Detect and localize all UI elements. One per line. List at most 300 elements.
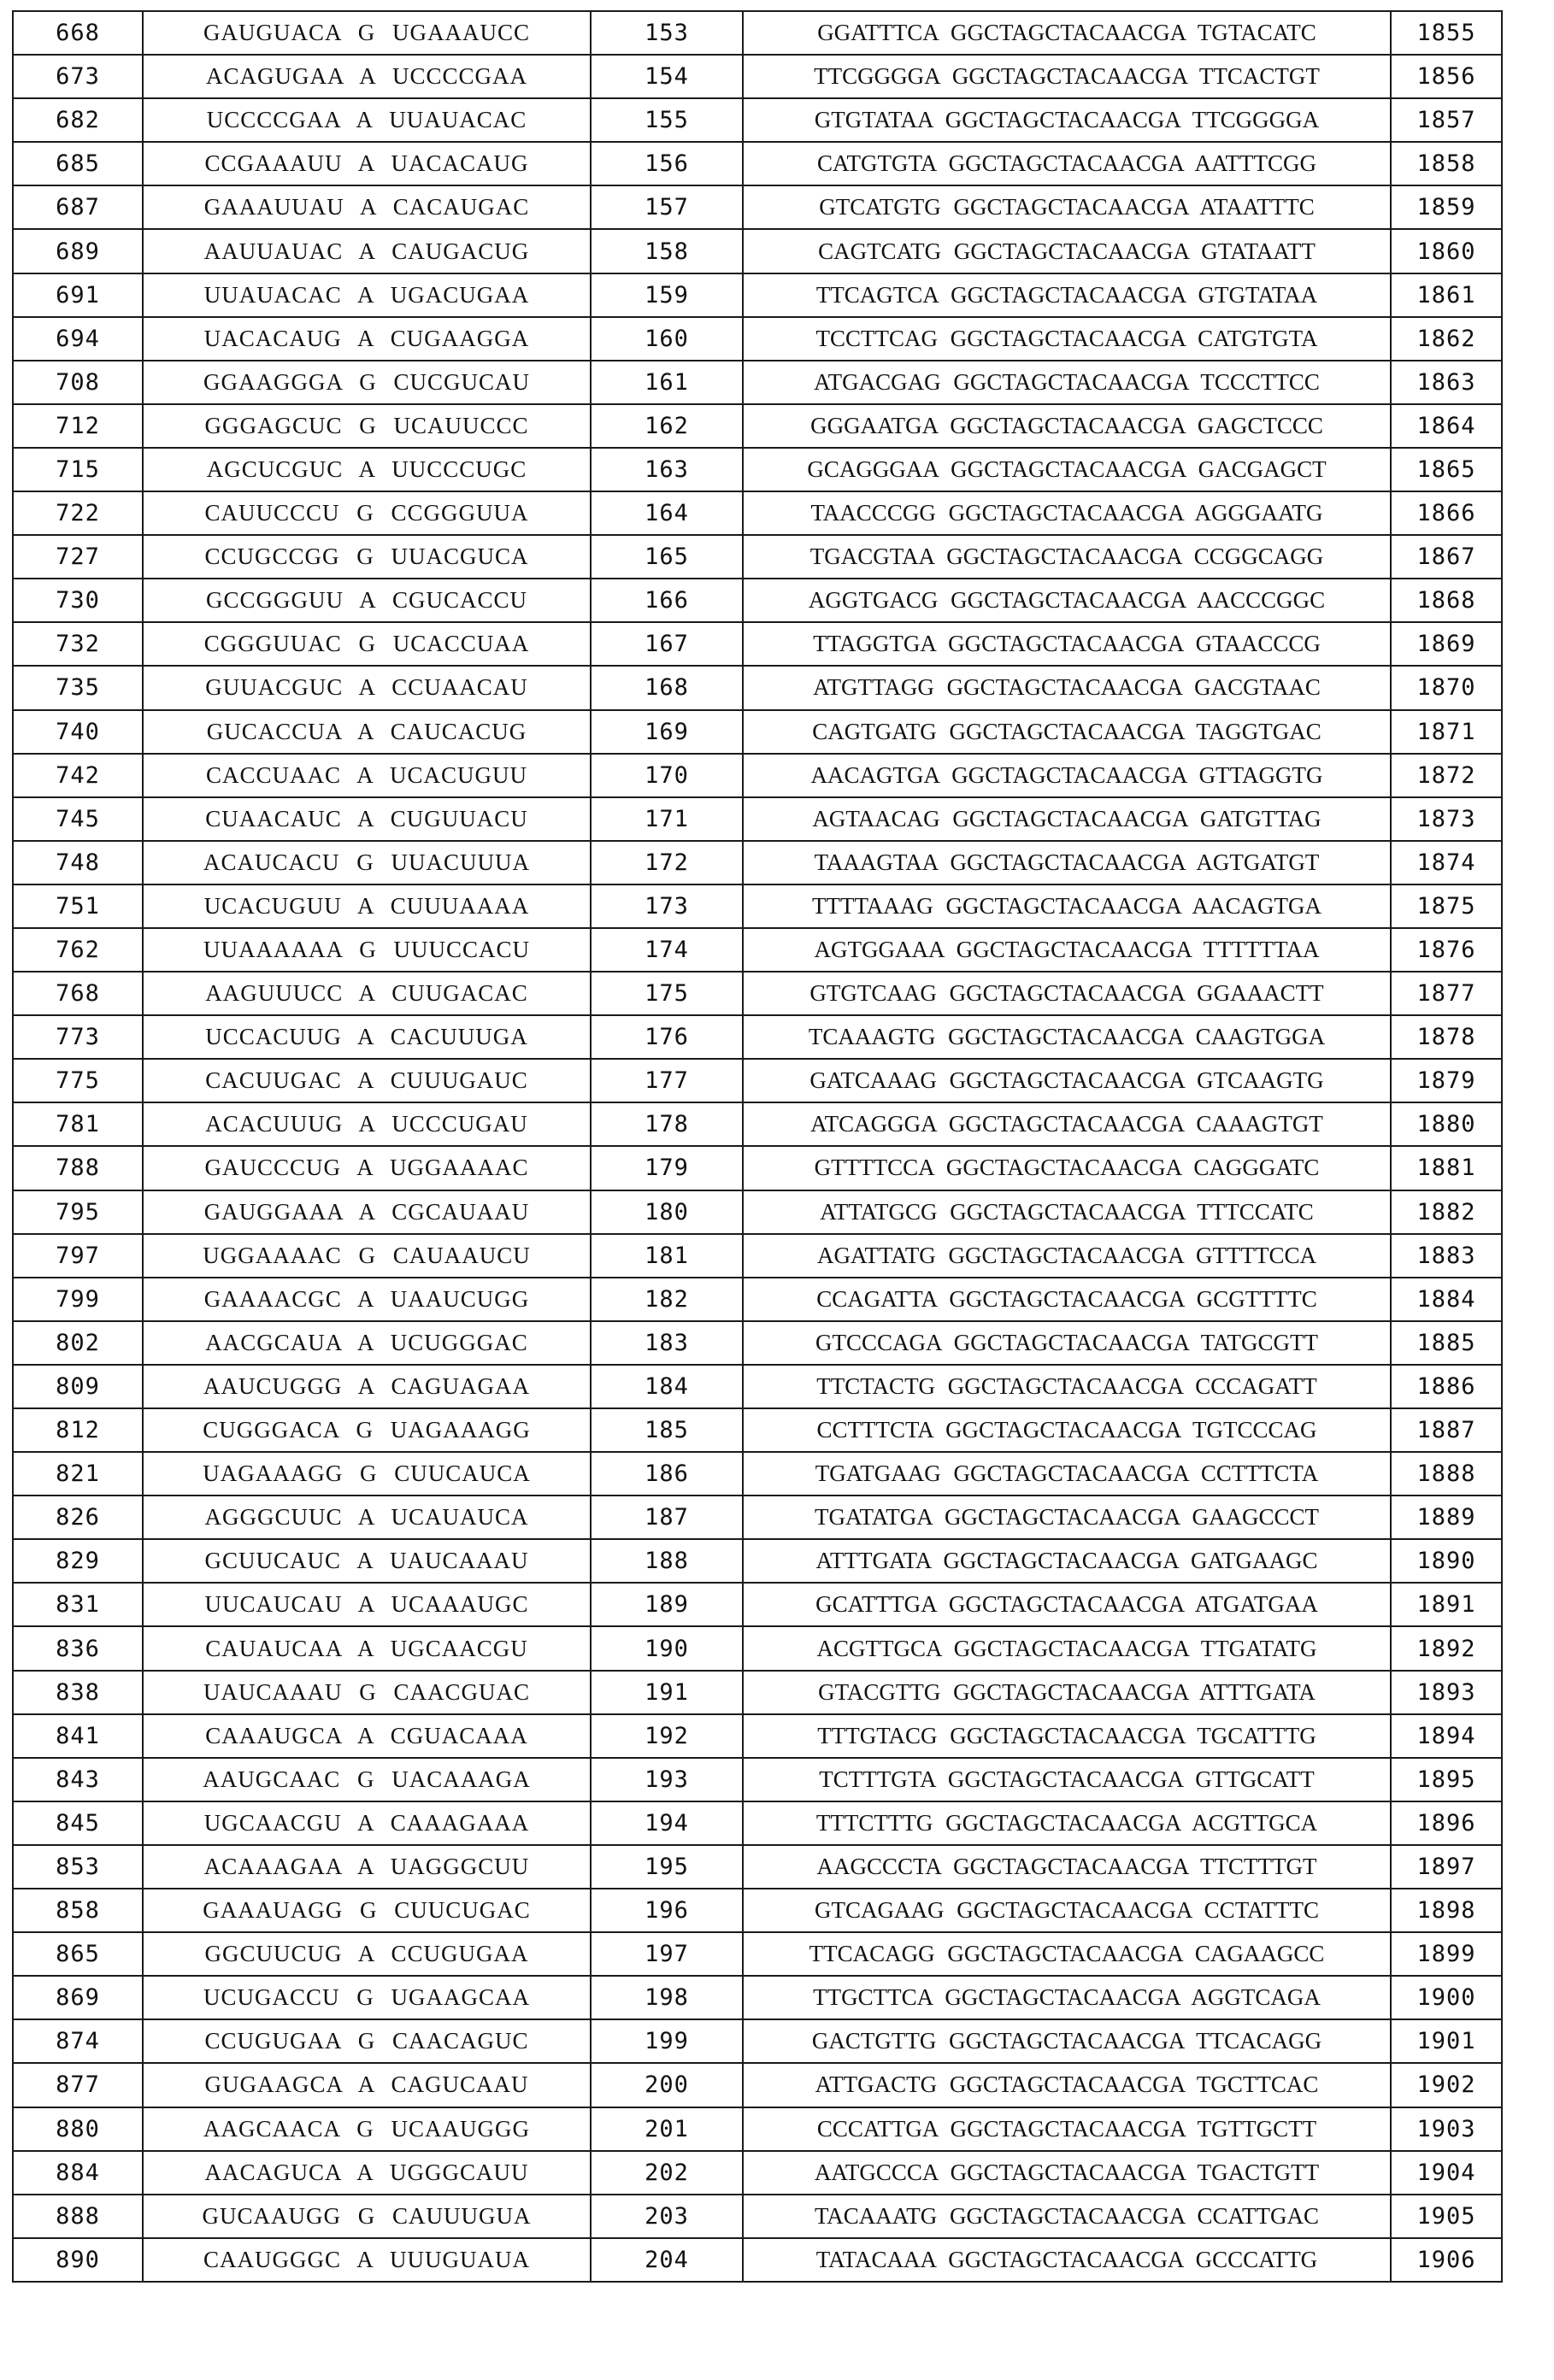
dnazyme-sequence-cell: TTCTACTG GGCTAGCTACAACGA CCCAGATT — [743, 1365, 1391, 1408]
dnazyme-sequence-cell: TCTTTGTA GGCTAGCTACAACGA GTTGCATT — [743, 1758, 1391, 1801]
dnazyme-seq-id-cell: 1901 — [1391, 2019, 1502, 2063]
dnazyme-sequence-cell: ATGACGAG GGCTAGCTACAACGA TCCCTTCC — [743, 361, 1391, 404]
dnazyme-sequence-cell: TTGCTTCA GGCTAGCTACAACGA AGGTCAGA — [743, 1976, 1391, 2019]
dnazyme-seq-id-cell: 1873 — [1391, 797, 1502, 841]
seq-id-cell: 170 — [591, 754, 743, 797]
dnazyme-seq-id-cell: 1856 — [1391, 55, 1502, 98]
site-position-cell: 727 — [13, 535, 143, 579]
dnazyme-seq-id-cell: 1904 — [1391, 2151, 1502, 2195]
target-rna-sequence-cell: UCCACUUG A CACUUUGA — [143, 1015, 591, 1059]
dnazyme-sequence-cell: ATTTGATA GGCTAGCTACAACGA GATGAAGC — [743, 1539, 1391, 1583]
dnazyme-sequence-cell: CCTTTCTA GGCTAGCTACAACGA TGTCCCAG — [743, 1408, 1391, 1452]
dnazyme-sequence-cell: AATGCCCA GGCTAGCTACAACGA TGACTGTT — [743, 2151, 1391, 2195]
dnazyme-seq-id-cell: 1861 — [1391, 273, 1502, 317]
table-row — [13, 2195, 1502, 2238]
target-rna-sequence-cell: GGGAGCUC G UCAUUCCC — [143, 404, 591, 448]
target-rna-sequence-cell: AGGGCUUC A UCAUAUCA — [143, 1496, 591, 1539]
target-rna-sequence-cell: AAUGCAAC G UACAAAGA — [143, 1758, 591, 1801]
table-row — [13, 1321, 1502, 1365]
dnazyme-sequence-cell: GTCAGAAG GGCTAGCTACAACGA CCTATTTC — [743, 1889, 1391, 1932]
site-position-cell: 829 — [13, 1539, 143, 1583]
table-row — [13, 841, 1502, 884]
site-position-cell: 826 — [13, 1496, 143, 1539]
dnazyme-sequence-cell: CCCATTGA GGCTAGCTACAACGA TGTTGCTT — [743, 2107, 1391, 2151]
seq-id-cell: 196 — [591, 1889, 743, 1932]
target-rna-sequence-cell: GGAAGGGA G CUCGUCAU — [143, 361, 591, 404]
dnazyme-seq-id-cell: 1874 — [1391, 841, 1502, 884]
target-rna-sequence-cell: AAGCAACA G UCAAUGGG — [143, 2107, 591, 2151]
table-row — [13, 1408, 1502, 1452]
table-row — [13, 1932, 1502, 1976]
seq-id-cell: 185 — [591, 1408, 743, 1452]
seq-id-cell: 161 — [591, 361, 743, 404]
site-position-cell: 687 — [13, 185, 143, 229]
table-row — [13, 535, 1502, 579]
target-rna-sequence-cell: CACCUAAC A UCACUGUU — [143, 754, 591, 797]
seq-id-cell: 200 — [591, 2063, 743, 2107]
target-rna-sequence-cell: CUAACAUC A CUGUUACU — [143, 797, 591, 841]
seq-id-cell: 160 — [591, 317, 743, 361]
seq-id-cell: 154 — [591, 55, 743, 98]
target-rna-sequence-cell: CACUUGAC A CUUUGAUC — [143, 1059, 591, 1102]
dnazyme-seq-id-cell: 1895 — [1391, 1758, 1502, 1801]
target-rna-sequence-cell: GAUGGAAA A CGCAUAAU — [143, 1190, 591, 1234]
site-position-cell: 888 — [13, 2195, 143, 2238]
seq-id-cell: 190 — [591, 1626, 743, 1670]
seq-id-cell: 155 — [591, 98, 743, 142]
dnazyme-seq-id-cell: 1889 — [1391, 1496, 1502, 1539]
table-row — [13, 229, 1502, 273]
table-row — [13, 884, 1502, 928]
dnazyme-sequence-cell: GTCATGTG GGCTAGCTACAACGA ATAATTTC — [743, 185, 1391, 229]
dnazyme-seq-id-cell: 1864 — [1391, 404, 1502, 448]
target-rna-sequence-cell: CCUGUGAA G CAACAGUC — [143, 2019, 591, 2063]
site-position-cell: 748 — [13, 841, 143, 884]
table-row — [13, 448, 1502, 491]
table-row — [13, 579, 1502, 622]
seq-id-cell: 201 — [591, 2107, 743, 2151]
dnazyme-sequence-cell: ATGTTAGG GGCTAGCTACAACGA GACGTAAC — [743, 666, 1391, 709]
target-rna-sequence-cell: UGCAACGU A CAAAGAAA — [143, 1801, 591, 1845]
dnazyme-seq-id-cell: 1860 — [1391, 229, 1502, 273]
site-position-cell: 843 — [13, 1758, 143, 1801]
table-row — [13, 928, 1502, 972]
site-position-cell: 865 — [13, 1932, 143, 1976]
site-position-cell: 853 — [13, 1845, 143, 1889]
site-position-cell: 802 — [13, 1321, 143, 1365]
target-rna-sequence-cell: CAUAUCAA A UGCAACGU — [143, 1626, 591, 1670]
seq-id-cell: 192 — [591, 1714, 743, 1758]
dnazyme-seq-id-cell: 1894 — [1391, 1714, 1502, 1758]
table-row — [13, 1583, 1502, 1626]
site-position-cell: 788 — [13, 1146, 143, 1190]
dnazyme-seq-id-cell: 1879 — [1391, 1059, 1502, 1102]
table-row — [13, 1278, 1502, 1321]
dnazyme-sequence-cell: TTTTAAAG GGCTAGCTACAACGA AACAGTGA — [743, 884, 1391, 928]
dnazyme-sequence-cell: TTTCTTTG GGCTAGCTACAACGA ACGTTGCA — [743, 1801, 1391, 1845]
seq-id-cell: 189 — [591, 1583, 743, 1626]
dnazyme-sequence-cell: GATCAAAG GGCTAGCTACAACGA GTCAAGTG — [743, 1059, 1391, 1102]
table-row — [13, 2238, 1502, 2282]
target-rna-sequence-cell: GAUCCCUG A UGGAAAAC — [143, 1146, 591, 1190]
site-position-cell: 694 — [13, 317, 143, 361]
seq-id-cell: 181 — [591, 1234, 743, 1278]
table-row — [13, 1190, 1502, 1234]
target-rna-sequence-cell: AACGCAUA A UCUGGGAC — [143, 1321, 591, 1365]
seq-id-cell: 163 — [591, 448, 743, 491]
site-position-cell: 751 — [13, 884, 143, 928]
table-row — [13, 1365, 1502, 1408]
table-row — [13, 1845, 1502, 1889]
table-row — [13, 1452, 1502, 1496]
dnazyme-seq-id-cell: 1897 — [1391, 1845, 1502, 1889]
target-rna-sequence-cell: GAAAUAGG G CUUCUGAC — [143, 1889, 591, 1932]
table-row — [13, 2063, 1502, 2107]
dnazyme-sequence-cell: GGATTTCA GGCTAGCTACAACGA TGTACATC — [743, 11, 1391, 55]
dnazyme-sequence-cell: TTCACAGG GGCTAGCTACAACGA CAGAAGCC — [743, 1932, 1391, 1976]
dnazyme-seq-id-cell: 1890 — [1391, 1539, 1502, 1583]
target-rna-sequence-cell: AAGUUUCC A CUUGACAC — [143, 972, 591, 1015]
seq-id-cell: 173 — [591, 884, 743, 928]
dnazyme-seq-id-cell: 1871 — [1391, 710, 1502, 754]
sequence-table-body — [13, 11, 1502, 2282]
site-position-cell: 884 — [13, 2151, 143, 2195]
table-row — [13, 1496, 1502, 1539]
target-rna-sequence-cell: AACAGUCA A UGGGCAUU — [143, 2151, 591, 2195]
site-position-cell: 877 — [13, 2063, 143, 2107]
dnazyme-sequence-cell: TGATGAAG GGCTAGCTACAACGA CCTTTCTA — [743, 1452, 1391, 1496]
site-position-cell: 773 — [13, 1015, 143, 1059]
seq-id-cell: 176 — [591, 1015, 743, 1059]
dnazyme-seq-id-cell: 1878 — [1391, 1015, 1502, 1059]
dnazyme-seq-id-cell: 1877 — [1391, 972, 1502, 1015]
seq-id-cell: 204 — [591, 2238, 743, 2282]
seq-id-cell: 167 — [591, 622, 743, 666]
table-row — [13, 491, 1502, 535]
table-row — [13, 185, 1502, 229]
dnazyme-sequence-cell: TATACAAA GGCTAGCTACAACGA GCCCATTG — [743, 2238, 1391, 2282]
table-row — [13, 666, 1502, 709]
dnazyme-seq-id-cell: 1880 — [1391, 1102, 1502, 1146]
table-row — [13, 1671, 1502, 1714]
target-rna-sequence-cell: CGGGUUAC G UCACCUAA — [143, 622, 591, 666]
dnazyme-seq-id-cell: 1881 — [1391, 1146, 1502, 1190]
dnazyme-sequence-cell: TGATATGA GGCTAGCTACAACGA GAAGCCCT — [743, 1496, 1391, 1539]
dnazyme-seq-id-cell: 1886 — [1391, 1365, 1502, 1408]
site-position-cell: 768 — [13, 972, 143, 1015]
target-rna-sequence-cell: CAAUGGGC A UUUGUAUA — [143, 2238, 591, 2282]
target-rna-sequence-cell: UAGAAAGG G CUUCAUCA — [143, 1452, 591, 1496]
site-position-cell: 673 — [13, 55, 143, 98]
table-row — [13, 754, 1502, 797]
dnazyme-sequence-cell: TTCGGGGA GGCTAGCTACAACGA TTCACTGT — [743, 55, 1391, 98]
dnazyme-sequence-cell: TAAAGTAA GGCTAGCTACAACGA AGTGATGT — [743, 841, 1391, 884]
site-position-cell: 812 — [13, 1408, 143, 1452]
dnazyme-sequence-cell: TTCAGTCA GGCTAGCTACAACGA GTGTATAA — [743, 273, 1391, 317]
table-row — [13, 2019, 1502, 2063]
site-position-cell: 890 — [13, 2238, 143, 2282]
site-position-cell: 874 — [13, 2019, 143, 2063]
dnazyme-sequence-cell: CAGTCATG GGCTAGCTACAACGA GTATAATT — [743, 229, 1391, 273]
dnazyme-sequence-cell: TCAAAGTG GGCTAGCTACAACGA CAAGTGGA — [743, 1015, 1391, 1059]
dnazyme-seq-id-cell: 1882 — [1391, 1190, 1502, 1234]
seq-id-cell: 157 — [591, 185, 743, 229]
dnazyme-sequence-cell: TTTGTACG GGCTAGCTACAACGA TGCATTTG — [743, 1714, 1391, 1758]
dnazyme-seq-id-cell: 1892 — [1391, 1626, 1502, 1670]
dnazyme-sequence-cell: AGGTGACG GGCTAGCTACAACGA AACCCGGC — [743, 579, 1391, 622]
dnazyme-seq-id-cell: 1866 — [1391, 491, 1502, 535]
site-position-cell: 775 — [13, 1059, 143, 1102]
site-position-cell: 858 — [13, 1889, 143, 1932]
seq-id-cell: 202 — [591, 2151, 743, 2195]
site-position-cell: 880 — [13, 2107, 143, 2151]
site-position-cell: 781 — [13, 1102, 143, 1146]
target-rna-sequence-cell: AAUCUGGG A CAGUAGAA — [143, 1365, 591, 1408]
seq-id-cell: 184 — [591, 1365, 743, 1408]
table-row — [13, 1102, 1502, 1146]
seq-id-cell: 177 — [591, 1059, 743, 1102]
seq-id-cell: 198 — [591, 1976, 743, 2019]
dnazyme-sequence-cell: GCAGGGAA GGCTAGCTACAACGA GACGAGCT — [743, 448, 1391, 491]
target-rna-sequence-cell: ACACUUUG A UCCCUGAU — [143, 1102, 591, 1146]
target-rna-sequence-cell: AAUUAUAC A CAUGACUG — [143, 229, 591, 273]
target-rna-sequence-cell: GUGAAGCA A CAGUCAAU — [143, 2063, 591, 2107]
dnazyme-sequence-cell: ATTGACTG GGCTAGCTACAACGA TGCTTCAC — [743, 2063, 1391, 2107]
table-row — [13, 1234, 1502, 1278]
dnazyme-seq-id-cell: 1859 — [1391, 185, 1502, 229]
site-position-cell: 715 — [13, 448, 143, 491]
dnazyme-sequence-cell: AGTGGAAA GGCTAGCTACAACGA TTTTTTAA — [743, 928, 1391, 972]
target-rna-sequence-cell: UUAAAAAA G UUUCCACU — [143, 928, 591, 972]
seq-id-cell: 169 — [591, 710, 743, 754]
site-position-cell: 745 — [13, 797, 143, 841]
table-row — [13, 1539, 1502, 1583]
dnazyme-seq-id-cell: 1862 — [1391, 317, 1502, 361]
target-rna-sequence-cell: UCACUGUU A CUUUAAAA — [143, 884, 591, 928]
dnazyme-seq-id-cell: 1858 — [1391, 142, 1502, 185]
dnazyme-seq-id-cell: 1884 — [1391, 1278, 1502, 1321]
site-position-cell: 689 — [13, 229, 143, 273]
dnazyme-seq-id-cell: 1902 — [1391, 2063, 1502, 2107]
sequence-table — [12, 10, 1503, 2283]
table-row — [13, 1758, 1502, 1801]
table-row — [13, 273, 1502, 317]
dnazyme-seq-id-cell: 1857 — [1391, 98, 1502, 142]
table-row — [13, 98, 1502, 142]
seq-id-cell: 191 — [591, 1671, 743, 1714]
dnazyme-seq-id-cell: 1875 — [1391, 884, 1502, 928]
dnazyme-seq-id-cell: 1872 — [1391, 754, 1502, 797]
dnazyme-sequence-cell: CATGTGTA GGCTAGCTACAACGA AATTTCGG — [743, 142, 1391, 185]
seq-id-cell: 168 — [591, 666, 743, 709]
site-position-cell: 708 — [13, 361, 143, 404]
dnazyme-sequence-cell: ATCAGGGA GGCTAGCTACAACGA CAAAGTGT — [743, 1102, 1391, 1146]
dnazyme-sequence-cell: CCAGATTA GGCTAGCTACAACGA GCGTTTTC — [743, 1278, 1391, 1321]
table-row — [13, 710, 1502, 754]
seq-id-cell: 178 — [591, 1102, 743, 1146]
dnazyme-sequence-cell: TTAGGTGA GGCTAGCTACAACGA GTAACCCG — [743, 622, 1391, 666]
dnazyme-sequence-cell: ACGTTGCA GGCTAGCTACAACGA TTGATATG — [743, 1626, 1391, 1670]
dnazyme-sequence-cell: TACAAATG GGCTAGCTACAACGA CCATTGAC — [743, 2195, 1391, 2238]
site-position-cell: 730 — [13, 579, 143, 622]
target-rna-sequence-cell: GGCUUCUG A CCUGUGAA — [143, 1932, 591, 1976]
table-row — [13, 317, 1502, 361]
dnazyme-sequence-cell: GCATTTGA GGCTAGCTACAACGA ATGATGAA — [743, 1583, 1391, 1626]
dnazyme-sequence-cell: GTGTATAA GGCTAGCTACAACGA TTCGGGGA — [743, 98, 1391, 142]
dnazyme-seq-id-cell: 1888 — [1391, 1452, 1502, 1496]
table-row — [13, 1059, 1502, 1102]
seq-id-cell: 188 — [591, 1539, 743, 1583]
target-rna-sequence-cell: AGCUCGUC A UUCCCUGC — [143, 448, 591, 491]
target-rna-sequence-cell: GAUGUACA G UGAAAUCC — [143, 11, 591, 55]
table-row — [13, 1976, 1502, 2019]
target-rna-sequence-cell: GCUUCAUC A UAUCAAAU — [143, 1539, 591, 1583]
dnazyme-seq-id-cell: 1863 — [1391, 361, 1502, 404]
dnazyme-seq-id-cell: 1870 — [1391, 666, 1502, 709]
site-position-cell: 735 — [13, 666, 143, 709]
seq-id-cell: 203 — [591, 2195, 743, 2238]
dnazyme-seq-id-cell: 1876 — [1391, 928, 1502, 972]
site-position-cell: 740 — [13, 710, 143, 754]
table-row — [13, 1714, 1502, 1758]
table-row — [13, 55, 1502, 98]
seq-id-cell: 171 — [591, 797, 743, 841]
dnazyme-sequence-cell: GTCCCAGA GGCTAGCTACAACGA TATGCGTT — [743, 1321, 1391, 1365]
seq-id-cell: 174 — [591, 928, 743, 972]
dnazyme-sequence-cell: GTACGTTG GGCTAGCTACAACGA ATTTGATA — [743, 1671, 1391, 1714]
seq-id-cell: 165 — [591, 535, 743, 579]
target-rna-sequence-cell: GUCACCUA A CAUCACUG — [143, 710, 591, 754]
target-rna-sequence-cell: UUCAUCAU A UCAAAUGC — [143, 1583, 591, 1626]
site-position-cell: 841 — [13, 1714, 143, 1758]
dnazyme-seq-id-cell: 1900 — [1391, 1976, 1502, 2019]
table-row — [13, 622, 1502, 666]
seq-id-cell: 197 — [591, 1932, 743, 1976]
target-rna-sequence-cell: CAAAUGCA A CGUACAAA — [143, 1714, 591, 1758]
seq-id-cell: 195 — [591, 1845, 743, 1889]
seq-id-cell: 166 — [591, 579, 743, 622]
target-rna-sequence-cell: UAUCAAAU G CAACGUAC — [143, 1671, 591, 1714]
target-rna-sequence-cell: UUAUACAC A UGACUGAA — [143, 273, 591, 317]
site-position-cell: 691 — [13, 273, 143, 317]
table-row — [13, 972, 1502, 1015]
site-position-cell: 831 — [13, 1583, 143, 1626]
seq-id-cell: 183 — [591, 1321, 743, 1365]
table-row — [13, 1626, 1502, 1670]
target-rna-sequence-cell: CCUGCCGG G UUACGUCA — [143, 535, 591, 579]
seq-id-cell: 186 — [591, 1452, 743, 1496]
target-rna-sequence-cell: ACAUCACU G UUACUUUA — [143, 841, 591, 884]
table-row — [13, 404, 1502, 448]
dnazyme-seq-id-cell: 1887 — [1391, 1408, 1502, 1452]
target-rna-sequence-cell: UCUGACCU G UGAAGCAA — [143, 1976, 591, 2019]
seq-id-cell: 159 — [591, 273, 743, 317]
site-position-cell: 682 — [13, 98, 143, 142]
table-row — [13, 2107, 1502, 2151]
site-position-cell: 742 — [13, 754, 143, 797]
target-rna-sequence-cell: CUGGGACA G UAGAAAGG — [143, 1408, 591, 1452]
target-rna-sequence-cell: CCGAAAUU A UACACAUG — [143, 142, 591, 185]
target-rna-sequence-cell: UCCCCGAA A UUAUACAC — [143, 98, 591, 142]
dnazyme-sequence-cell: GTGTCAAG GGCTAGCTACAACGA GGAAACTT — [743, 972, 1391, 1015]
dnazyme-sequence-cell: TAACCCGG GGCTAGCTACAACGA AGGGAATG — [743, 491, 1391, 535]
table-row — [13, 361, 1502, 404]
seq-id-cell: 156 — [591, 142, 743, 185]
dnazyme-seq-id-cell: 1903 — [1391, 2107, 1502, 2151]
site-position-cell: 869 — [13, 1976, 143, 2019]
site-position-cell: 809 — [13, 1365, 143, 1408]
target-rna-sequence-cell: GCCGGGUU A CGUCACCU — [143, 579, 591, 622]
dnazyme-sequence-cell: GTTTTCCA GGCTAGCTACAACGA CAGGGATC — [743, 1146, 1391, 1190]
table-row — [13, 2151, 1502, 2195]
seq-id-cell: 182 — [591, 1278, 743, 1321]
site-position-cell: 845 — [13, 1801, 143, 1845]
table-row — [13, 1015, 1502, 1059]
dnazyme-seq-id-cell: 1893 — [1391, 1671, 1502, 1714]
seq-id-cell: 187 — [591, 1496, 743, 1539]
site-position-cell: 799 — [13, 1278, 143, 1321]
sequence-table-page — [12, 10, 1501, 2283]
site-position-cell: 762 — [13, 928, 143, 972]
seq-id-cell: 164 — [591, 491, 743, 535]
dnazyme-sequence-cell: GACTGTTG GGCTAGCTACAACGA TTCACAGG — [743, 2019, 1391, 2063]
seq-id-cell: 158 — [591, 229, 743, 273]
dnazyme-seq-id-cell: 1885 — [1391, 1321, 1502, 1365]
site-position-cell: 797 — [13, 1234, 143, 1278]
site-position-cell: 722 — [13, 491, 143, 535]
dnazyme-sequence-cell: AGATTATG GGCTAGCTACAACGA GTTTTCCA — [743, 1234, 1391, 1278]
dnazyme-seq-id-cell: 1906 — [1391, 2238, 1502, 2282]
dnazyme-sequence-cell: AACAGTGA GGCTAGCTACAACGA GTTAGGTG — [743, 754, 1391, 797]
site-position-cell: 838 — [13, 1671, 143, 1714]
seq-id-cell: 194 — [591, 1801, 743, 1845]
table-row — [13, 11, 1502, 55]
dnazyme-seq-id-cell: 1896 — [1391, 1801, 1502, 1845]
seq-id-cell: 193 — [591, 1758, 743, 1801]
dnazyme-seq-id-cell: 1905 — [1391, 2195, 1502, 2238]
site-position-cell: 795 — [13, 1190, 143, 1234]
table-row — [13, 1801, 1502, 1845]
seq-id-cell: 153 — [591, 11, 743, 55]
dnazyme-sequence-cell: TCCTTCAG GGCTAGCTACAACGA CATGTGTA — [743, 317, 1391, 361]
site-position-cell: 712 — [13, 404, 143, 448]
dnazyme-seq-id-cell: 1855 — [1391, 11, 1502, 55]
seq-id-cell: 175 — [591, 972, 743, 1015]
dnazyme-seq-id-cell: 1868 — [1391, 579, 1502, 622]
dnazyme-sequence-cell: CAGTGATG GGCTAGCTACAACGA TAGGTGAC — [743, 710, 1391, 754]
site-position-cell: 668 — [13, 11, 143, 55]
dnazyme-sequence-cell: AAGCCCTA GGCTAGCTACAACGA TTCTTTGT — [743, 1845, 1391, 1889]
dnazyme-sequence-cell: TGACGTAA GGCTAGCTACAACGA CCGGCAGG — [743, 535, 1391, 579]
target-rna-sequence-cell: GAAAUUAU A CACAUGAC — [143, 185, 591, 229]
dnazyme-seq-id-cell: 1865 — [1391, 448, 1502, 491]
target-rna-sequence-cell: ACAGUGAA A UCCCCGAA — [143, 55, 591, 98]
target-rna-sequence-cell: ACAAAGAA A UAGGGCUU — [143, 1845, 591, 1889]
seq-id-cell: 199 — [591, 2019, 743, 2063]
target-rna-sequence-cell: UGGAAAAC G CAUAAUCU — [143, 1234, 591, 1278]
seq-id-cell: 172 — [591, 841, 743, 884]
seq-id-cell: 179 — [591, 1146, 743, 1190]
site-position-cell: 836 — [13, 1626, 143, 1670]
table-row — [13, 142, 1502, 185]
site-position-cell: 821 — [13, 1452, 143, 1496]
site-position-cell: 732 — [13, 622, 143, 666]
table-row — [13, 1889, 1502, 1932]
dnazyme-seq-id-cell: 1869 — [1391, 622, 1502, 666]
dnazyme-sequence-cell: ATTATGCG GGCTAGCTACAACGA TTTCCATC — [743, 1190, 1391, 1234]
target-rna-sequence-cell: GAAAACGC A UAAUCUGG — [143, 1278, 591, 1321]
dnazyme-seq-id-cell: 1883 — [1391, 1234, 1502, 1278]
